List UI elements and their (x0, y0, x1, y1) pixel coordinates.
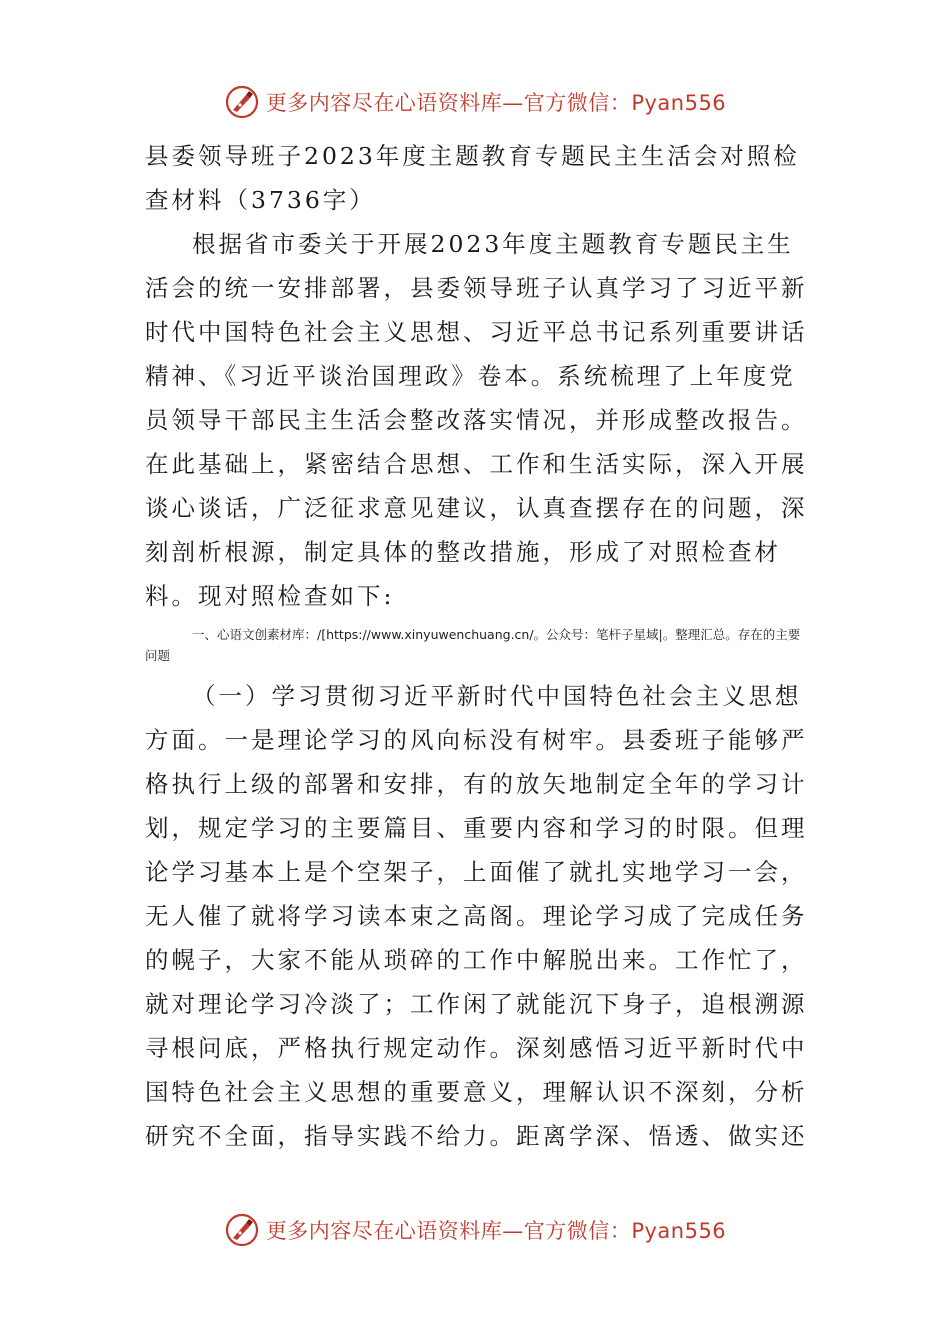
wechat-id: Pyan556 (631, 91, 727, 115)
pen-nib-circle-icon (224, 1212, 260, 1248)
footer-banner (0, 1208, 950, 1252)
wechat-id: Pyan556 (631, 1219, 727, 1243)
pen-nib-circle-icon (224, 84, 260, 120)
banner-text: 更多内容尽在心语资料库—官方微信：Pyan556 (265, 91, 727, 115)
intro-paragraph: 根据省市委关于开展2023年度主题教育专题民主生活会的统一安排部署，县委领导班子认真学习了习近平新时代中国特色社会主义思想、习近平总书记系列重要讲话精神、《习近平谈治国理政》卷本。系统梳理了上年度党员领导干部民主生活会整改落实情况，并形成整改报告。在此基础上，紧密结合思想、工作和生活实际，深入开展谈心谈话，广泛征求意见建议，认真查摆存在的问题，深刻剖析根源，制定具体的整改措施，形成了对照检查材料。现对照检查如下: (145, 230, 808, 610)
banner-text: 更多内容尽在心语资料库—官方微信：Pyan556 (265, 1219, 727, 1243)
document-body (145, 134, 810, 1158)
header-banner (0, 80, 950, 124)
section-heading: 一、心语文创素材库：/[https://www.xinyuwenchuang.cn/。公众号：笔杆子星域|。整理汇总。存在的主要问题 (145, 627, 801, 663)
body-paragraph: （一）学习贯彻习近平新时代中国特色社会主义思想方面。一是理论学习的风向标没有树牢。县委班子能够严格执行上级的部署和安排，有的放矢地制定全年的学习计划，规定学习的主要篇目、重要内容和学习的时限。但理论学习基本上是个空架子，上面催了就扎实地学习一会，无人催了就将学习读本束之高阁。理论学习成了完成任务的幌子，大家不能从琐碎的工作中解脱出来。工作忙了，就对理论学习冷淡了；工作闲了就能沉下身子，追根溯源寻根问底，严格执行规定动作。深刻感悟习近平新时代中国特色社会主义思想的重要意义，理解认识不深刻，分析研究不全面，指导实践不给力。距离学深、悟透、做实还 (145, 682, 808, 1150)
document-title: 县委领导班子2023年度主题教育专题民主生活会对照检查材料（3736字） (145, 142, 800, 214)
